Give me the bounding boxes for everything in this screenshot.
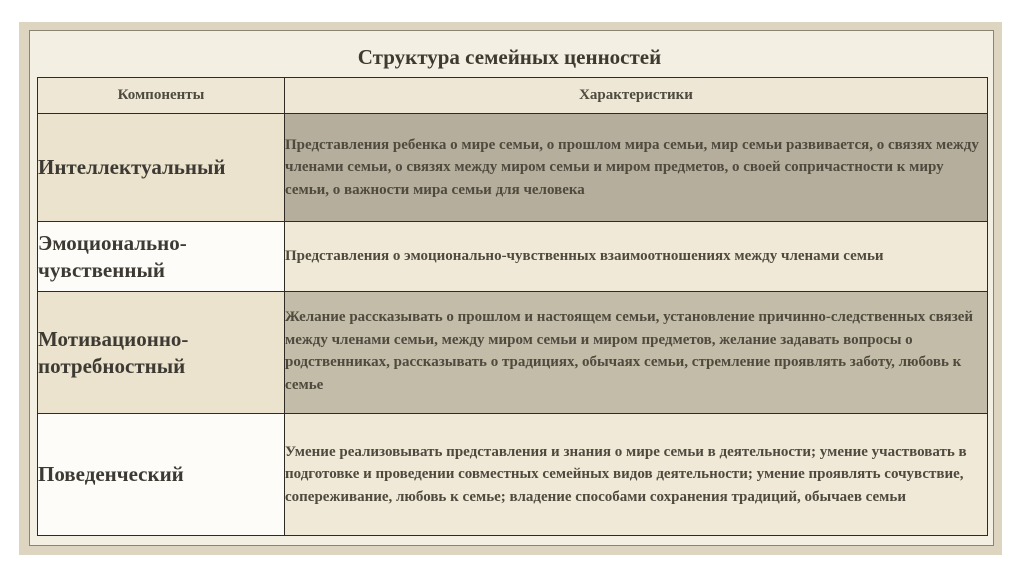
component-cell: Мотивационно-потребностный xyxy=(38,292,285,414)
characteristics-cell: Представления ребенка о мире семьи, о прошлом мира семьи, мир семьи развивается, о связях между членами семьи, о связях между миром семьи и миром предметов, о своей сопричастности к миру семьи, о важности мира семьи для человека xyxy=(285,114,988,222)
table-row xyxy=(38,414,988,536)
table-row xyxy=(38,222,988,292)
characteristics-cell: Представления о эмоционально-чувственных взаимоотношениях между членами семьи xyxy=(285,222,988,292)
component-cell: Поведенческий xyxy=(38,414,285,536)
component-cell: Интеллектуальный xyxy=(38,114,285,222)
column-header-components: Компоненты xyxy=(38,78,285,114)
table-row xyxy=(38,292,988,414)
table-header-row xyxy=(38,78,988,114)
characteristics-cell: Умение реализовывать представления и знания о мире семьи в деятельности; умение участвовать в подготовке и проведении совместных семейных видов деятельности; умение проявлять сочувствие, сопереживание, любовь к семье; владение способами сохранения традиций, обычаев семьи xyxy=(285,414,988,536)
slide-title: Структура семейных ценностей xyxy=(357,45,662,69)
family-values-table xyxy=(37,77,988,536)
characteristics-cell: Желание рассказывать о прошлом и настоящем семьи, установление причинно-следственных связей между членами семьи, между миром семьи и миром предметов, желание задавать вопросы о родственниках, рассказывать о традициях, обычаях семьи, стремление проявлять заботу, любовь к семье xyxy=(285,292,988,414)
column-header-characteristics: Характеристики xyxy=(285,78,988,114)
table-row xyxy=(38,114,988,222)
component-cell: Эмоционально-чувственный xyxy=(38,222,285,292)
